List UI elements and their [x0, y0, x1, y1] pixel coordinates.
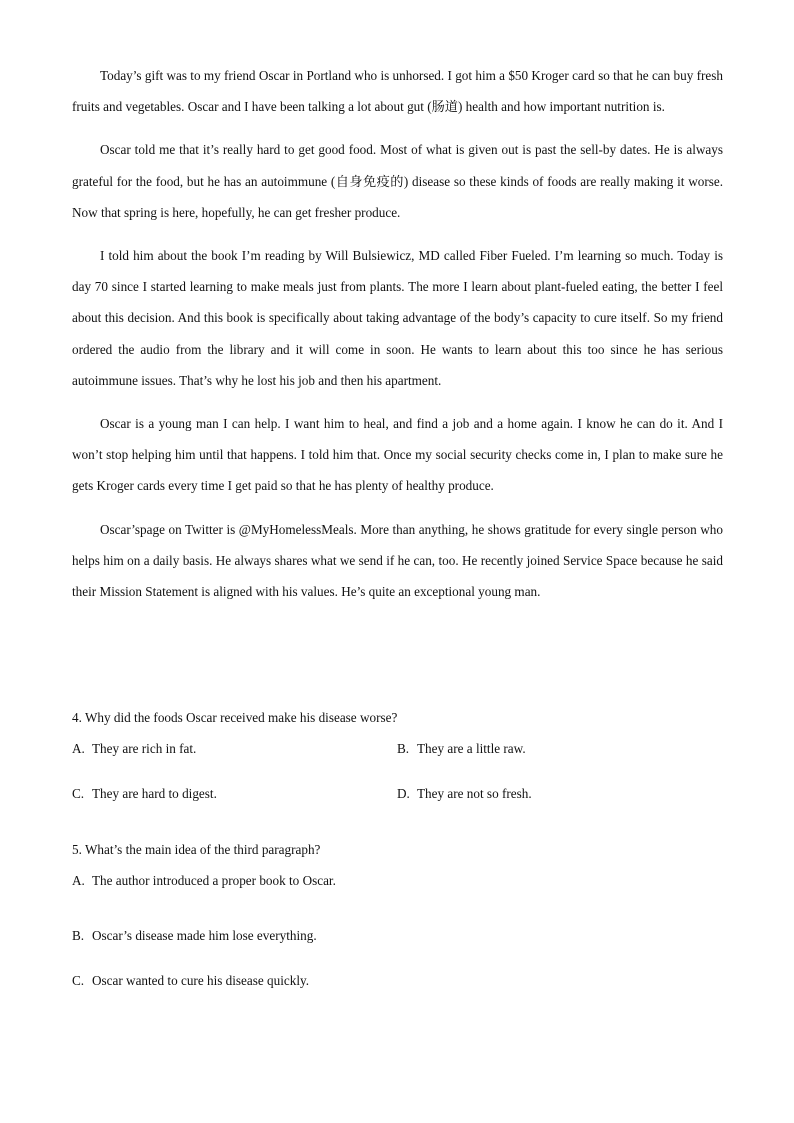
option-letter: B.	[72, 928, 85, 943]
spacer	[72, 911, 723, 921]
questions-section	[72, 702, 723, 1011]
question-4	[72, 702, 723, 824]
option-text: Oscar wanted to cure his disease quickly.	[92, 973, 310, 988]
passage-paragraph-3: I told him about the book I’m reading by Will Bulsiewicz, MD called Fiber Fueled. I’m learning so much. Today is day 70 since I started learning to make meals just from plants. The more I learn about plant-fueled eating, the better I feel about this decision. And this book is specifically about taking advantage of the body’s capacity to cure itself. So my friend ordered the audio from the library and it will come in soon. He wants to learn about this too since he has serious autoimmune issues. That’s why he lost his job and then his apartment.	[72, 248, 723, 388]
option-letter: A.	[72, 873, 85, 888]
question-4-option-d[interactable]	[397, 779, 722, 824]
option-letter: D.	[397, 786, 410, 801]
passage-paragraph-5: Oscar’spage on Twitter is @MyHomelessMeals. More than anything, he shows gratitude for every single person who helps him on a daily basis. He always shares what we send if he can, too. He recently joined Service Space because he said their Mission Statement is aligned with his values. He’s quite an exceptional young man.	[72, 521, 723, 600]
question-5-option-c[interactable]	[72, 966, 723, 1011]
spacer	[72, 824, 723, 834]
question-4-stem: 4. Why did the foods Oscar received make his disease worse?	[72, 710, 398, 725]
option-letter: C.	[72, 973, 85, 988]
question-4-options-row-1	[72, 734, 723, 779]
question-5-option-b[interactable]	[72, 921, 723, 966]
option-text: They are hard to digest.	[92, 786, 217, 801]
question-5-stem: 5. What’s the main idea of the third paragraph?	[72, 842, 321, 857]
question-5-option-a[interactable]	[72, 866, 723, 911]
passage-paragraph-2: Oscar told me that it’s really hard to get good food. Most of what is given out is past the sell-by dates. He is always grateful for the food, but he has an autoimmune (自身免疫的) disease so these kinds of foods are really making it worse. Now that spring is here, hopefully, he can get fresher produce.	[72, 142, 723, 220]
question-4-options-row-2	[72, 779, 723, 824]
option-text: The author introduced a proper book to Oscar.	[92, 873, 336, 888]
option-text: They are not so fresh.	[417, 786, 532, 801]
question-5	[72, 834, 723, 1011]
option-letter: C.	[72, 786, 85, 801]
reading-passage	[72, 60, 723, 619]
passage-paragraph-1: Today’s gift was to my friend Oscar in Portland who is unhorsed. I got him a $50 Kroger card so that he can buy fresh fruits and vegetables. Oscar and I have been talking a lot about gut (肠道) health and how important nutrition is.	[72, 68, 723, 115]
option-text: Oscar’s disease made him lose everything.	[92, 928, 317, 943]
question-4-option-c[interactable]	[72, 779, 397, 824]
question-4-option-b[interactable]	[397, 734, 722, 779]
option-text: They are rich in fat.	[92, 741, 197, 756]
question-4-option-a[interactable]	[72, 734, 397, 779]
passage-paragraph-4: Oscar is a young man I can help. I want him to heal, and find a job and a home again. I know he can do it. And I won’t stop helping him until that happens. I told him that. Once my social security checks come in, I plan to make sure he gets Kroger cards every time I get paid so that he has plenty of healthy produce.	[72, 416, 723, 494]
option-letter: A.	[72, 741, 85, 756]
option-letter: B.	[397, 741, 410, 756]
option-text: They are a little raw.	[417, 741, 526, 756]
